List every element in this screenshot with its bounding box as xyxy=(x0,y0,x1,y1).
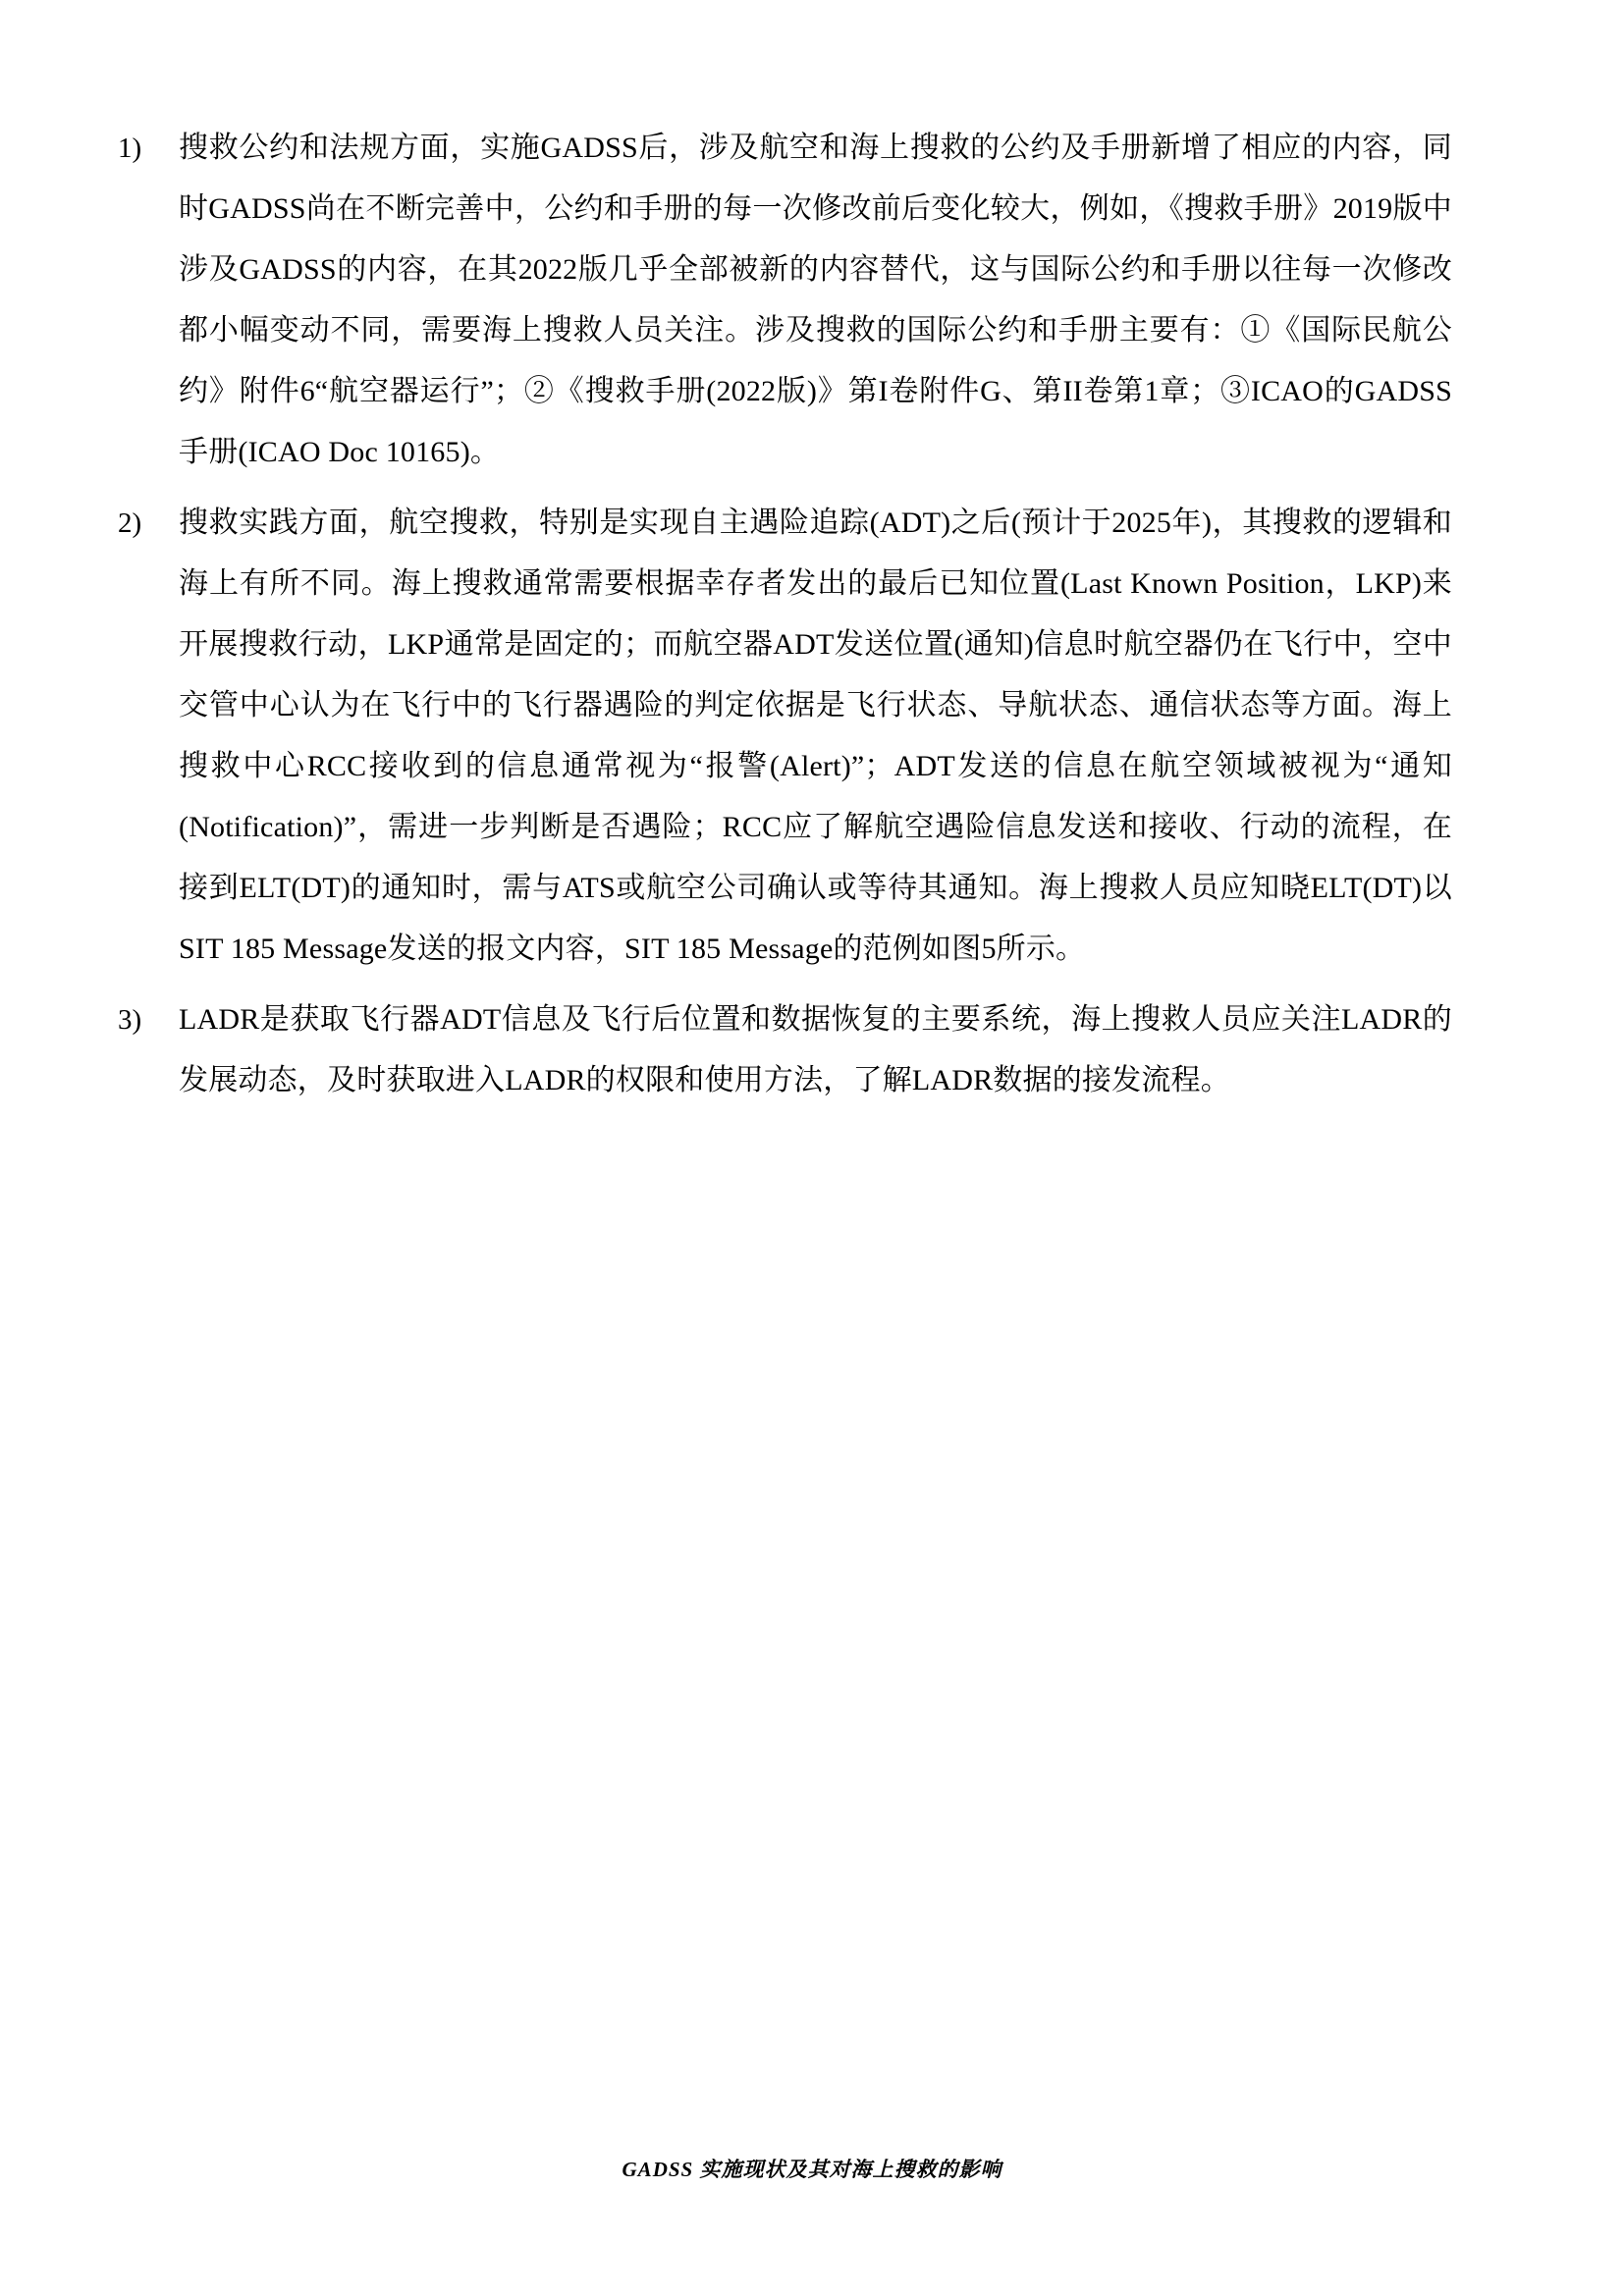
list-item-marker: 1) xyxy=(118,133,142,164)
list-item-text: LADR是获取飞行器ADT信息及飞行后位置和数据恢复的主要系统，海上搜救人员应关注LADR的发展动态，及时获取进入LADR的权限和使用方法，了解LADR数据的接发流程。 xyxy=(179,1003,1452,1096)
list-item xyxy=(118,989,1452,1111)
list-item xyxy=(118,493,1452,980)
list-item-marker: 3) xyxy=(118,1004,142,1036)
list-item-text: 搜救实践方面，航空搜救，特别是实现自主遇险追踪(ADT)之后(预计于2025年)，其搜救的逻辑和海上有所不同。海上搜救通常需要根据幸存者发出的最后已知位置(Last Known Position，LKP)来开展搜救行动，LKP通常是固定的；而航空器ADT发送位置(通知)信息时航空器仍在飞行中，空中交管中心认为在飞行中的飞行器遇险的判定依据是飞行状态、导航状态、通信状态等方面。海上搜救中心RCC接收到的信息通常视为“报警(Alert)”；ADT发送的信息在航空领域被视为“通知(Notification)”，需进一步判断是否遇险；RCC应了解航空遇险信息发送和接收、行动的流程，在接到ELT(DT)的通知时，需与ATS或航空公司确认或等待其通知。海上搜救人员应知晓ELT(DT)以SIT 185 Message发送的报文内容，SIT 185 Message的范例如图5所示。 xyxy=(179,507,1452,965)
list-item xyxy=(118,118,1452,483)
numbered-list xyxy=(118,118,1452,1111)
page-footer: GADSS 实施现状及其对海上搜救的影响 xyxy=(622,2158,1002,2181)
list-item-marker: 2) xyxy=(118,507,142,539)
list-item-text: 搜救公约和法规方面，实施GADSS后，涉及航空和海上搜救的公约及手册新增了相应的内容，同时GADSS尚在不断完善中，公约和手册的每一次修改前后变化较大，例如，《搜救手册》2019版中涉及GADSS的内容，在其2022版几乎全部被新的内容替代，这与国际公约和手册以往每一次修改都小幅变动不同，需要海上搜救人员关注。涉及搜救的国际公约和手册主要有：①《国际民航公约》附件6“航空器运行”；②《搜救手册(2022版)》第I卷附件G、第II卷第1章；③ICAO的GADSS手册(ICAO Doc 10165)。 xyxy=(179,132,1452,468)
